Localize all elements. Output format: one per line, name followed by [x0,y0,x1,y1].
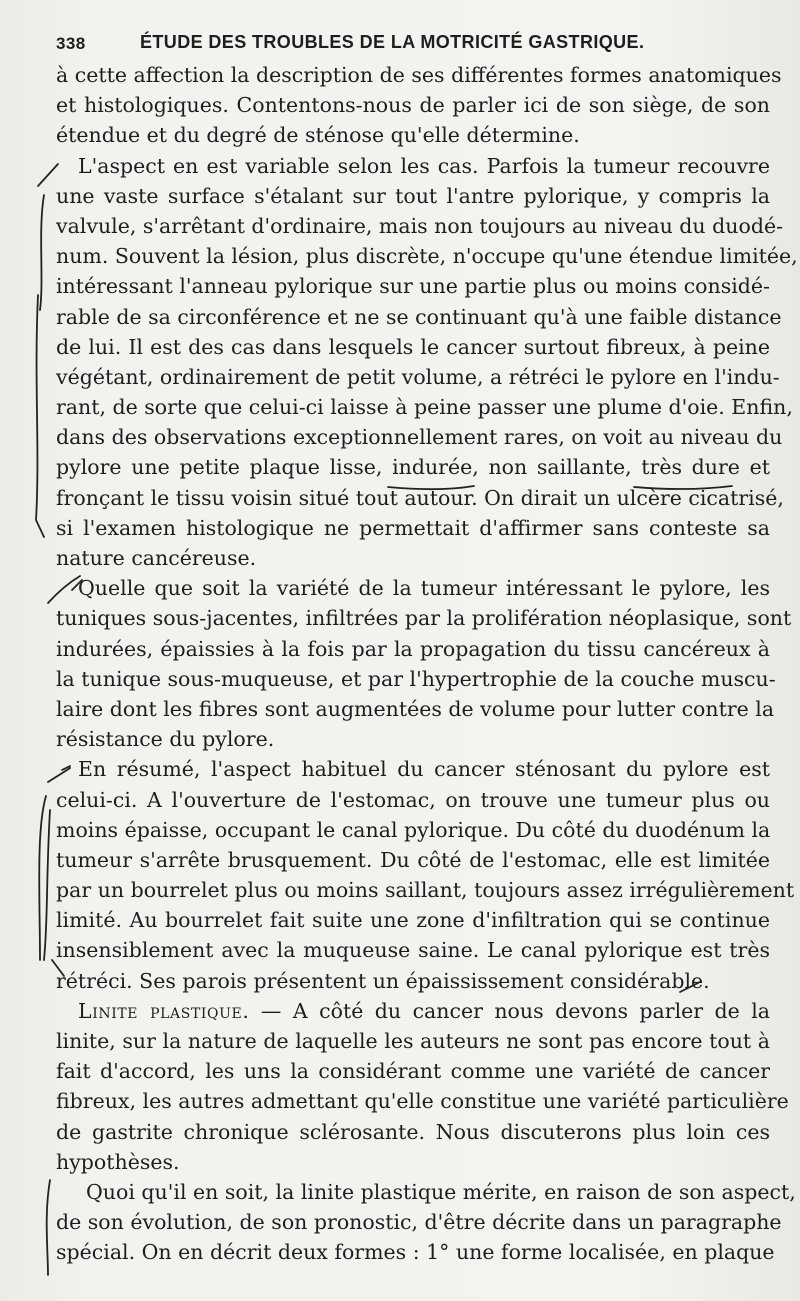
text-line: tuniques sous-jacentes, infiltrées par la prolifération néoplasique, sont [56,606,792,631]
margin-slash-mark [38,164,58,186]
text-line: limité. Au bourrelet fait suite une zone d'infiltration qui se continue [56,908,770,933]
text-line: dans des observations exceptionnellement rares, on voit au niveau du [56,425,783,450]
text-line: à cette affection la description de ses différentes formes anatomiques [56,63,782,87]
text-line: Quoi qu'il en soit, la linite plastique mérite, en raison de son aspect, [86,1179,796,1204]
text-line: rétréci. Ses parois présentent un épaississement considérable. [56,968,710,993]
text-line: spécial. On en décrit deux formes : 1° une forme localisée, en plaque [56,1240,775,1265]
text-line: nature cancéreuse. [56,546,257,570]
text-line: num. Souvent la lésion, plus discrète, n'occupe qu'une étendue limitée, [56,244,798,269]
text-line: rant, de sorte que celui-ci laisse à peine passer une plume d'oie. Enfin, [56,395,793,420]
text-line: et histologiques. Contentons-nous de parler ici de son siège, de son [56,93,770,118]
section-heading: Linite plastique. [78,998,250,1023]
text-line: indurées, épaissies à la fois par la propagation du tissu cancéreux à [56,636,770,661]
page-header [56,30,778,60]
text-line: si l'examen histologique ne permettait d'affirmer sans conteste sa [56,515,770,540]
text-line: hypothèses. [56,1149,180,1174]
text-line: — A côté du cancer nous devons parler de la [249,998,771,1023]
text-line: de lui. Il est des cas dans lesquels le cancer surtout fibreux, à peine [56,334,770,359]
section-heading-line [56,996,770,1026]
text-line: étendue et du degré de sténose qu'elle détermine. [56,123,580,148]
text-line: par un bourrelet plus ou moins saillant, toujours assez irrégulièrement [56,878,795,903]
text-line: pylore une petite plaque lisse, indurée, non saillante, très dure et [56,455,770,480]
text-line: une vaste surface s'étalant sur tout l'antre pylorique, y compris la [56,183,770,208]
running-title: ÉTUDE DES TROUBLES DE LA MOTRICITÉ GASTRIQUE. [140,32,645,52]
text-line: insensiblement avec la muqueuse saine. Le canal pylorique est très [56,938,770,963]
text-line: laire dont les fibres sont augmentées de volume pour lutter contre la [56,696,775,721]
text-line: intéressant l'anneau pylorique sur une partie plus ou moins considé- [56,274,770,299]
text-line: résistance du pylore. [56,727,275,752]
text-line: rable de sa circonférence et ne se continuant qu'à une faible distance [56,304,782,329]
text-line: de son évolution, de son pronostic, d'être décrite dans un paragraphe [56,1210,782,1235]
text-line: végétant, ordinairement de petit volume, a rétréci le pylore en l'indu- [56,364,780,389]
margin-bracket-mark [36,195,44,537]
text-line: valvule, s'arrêtant d'ordinaire, mais non toujours au niveau du duodé- [56,213,783,238]
text-line: moins épaisse, occupant le canal pylorique. Du côté du duodénum la [56,817,771,842]
margin-bracket-mark [47,1180,50,1275]
margin-bracket-mark [39,796,50,960]
page-number: 338 [56,34,86,53]
text-line: linite, sur la nature de laquelle les auteurs ne sont pas encore tout à [56,1029,770,1053]
text-line: tumeur s'arrête brusquement. Du côté de l'estomac, elle est limitée [56,847,770,872]
body-text [56,60,798,1268]
text-line: L'aspect en est variable selon les cas. Parfois la tumeur recouvre [78,153,770,178]
text-line: fait d'accord, les uns la considérant comme une variété de cancer [56,1059,770,1084]
text-line: de gastrite chronique sclérosante. Nous discuterons plus loin ces [56,1119,770,1144]
text-line: En résumé, l'aspect habituel du cancer sténosant du pylore est [78,757,770,782]
text-line: Quelle que soit la variété de la tumeur intéressant le pylore, les [78,576,770,601]
text-line: la tunique sous-muqueuse, et par l'hypertrophie de la couche muscu- [56,666,776,691]
text-line: celui-ci. A l'ouverture de l'estomac, on trouve une tumeur plus ou [56,787,770,812]
text-line: fronçant le tissu voisin situé tout autour. On dirait un ulcère cicatrisé, [56,485,784,510]
text-line: fibreux, les autres admettant qu'elle constitue une variété particulière [56,1089,789,1114]
